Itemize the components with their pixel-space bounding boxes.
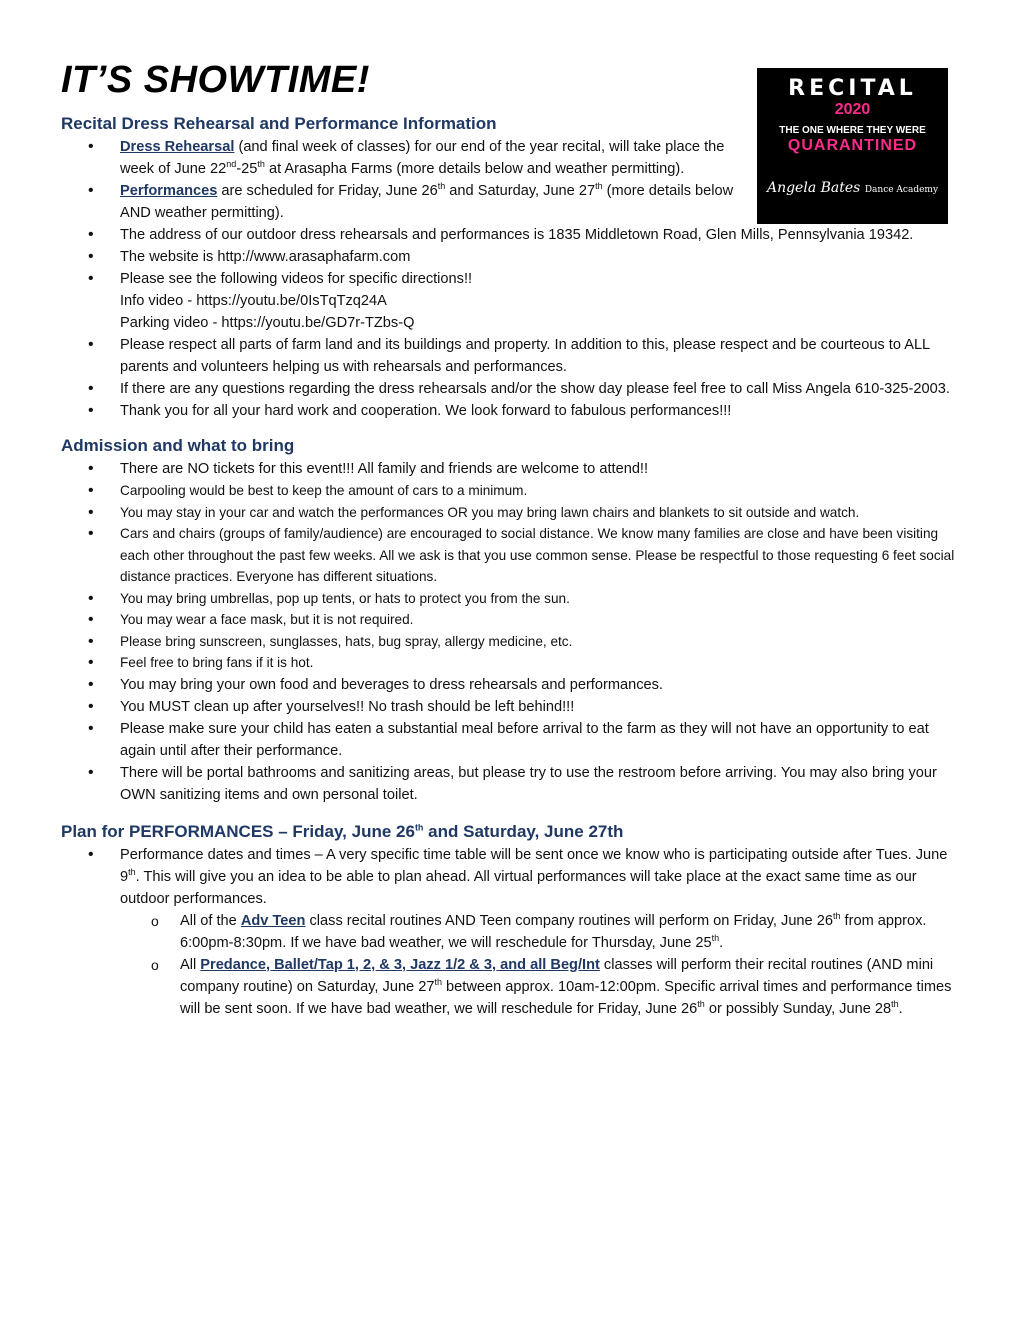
text: and Saturday, June 27: [445, 183, 596, 199]
sub-list-item: [120, 910, 961, 954]
text: -25: [236, 161, 258, 177]
list-item: • The website is http://www.arasaphafarm.com: [61, 246, 961, 268]
sub-list-item: [120, 954, 961, 1020]
info-video-link[interactable]: Info video - https://youtu.be/0IsTqTzq24A: [120, 293, 387, 309]
sup: th: [414, 821, 424, 832]
sup: th: [595, 181, 603, 192]
page-title: IT’S SHOWTIME!: [61, 59, 370, 101]
list-item: • You may bring your own food and beverages to dress rehearsals and performances.: [61, 674, 961, 696]
text: at Arasapha Farms (more details below and weather permitting).: [264, 161, 685, 177]
logo-dance-academy: Dance Academy: [864, 185, 939, 195]
sup: th: [437, 181, 446, 192]
list-item: [61, 180, 740, 224]
performances-link[interactable]: Performances: [120, 183, 218, 199]
section-heading: Recital Dress Rehearsal and Performance Information: [61, 114, 497, 133]
list-item: • Thank you for all your hard work and cooperation. We look forward to fabulous performances!!!: [61, 400, 961, 422]
sup: th: [891, 998, 899, 1009]
adv-teen-link[interactable]: Adv Teen: [240, 912, 306, 929]
list-item: • The address of our outdoor dress rehearsals and performances is 1835 Middletown Road, Glen Mills, Pennsylvania 19342.: [61, 224, 961, 246]
logo-year: 2020: [834, 101, 871, 118]
list-item: [61, 844, 961, 1020]
text: .: [719, 934, 724, 951]
sup: th: [434, 976, 442, 987]
text: classes will perform their recital routines (AND mini company routine) on Saturday, June 27: [180, 956, 934, 995]
list-item: • Feel free to bring fans if it is hot.: [61, 652, 961, 674]
list-item: • There are NO tickets for this event!!! All family and friends are welcome to attend!!: [61, 458, 961, 480]
section-performances-plan: [61, 820, 961, 1020]
text: or possibly Sunday, June 28: [704, 1000, 892, 1017]
text: are scheduled for Friday, June 26: [217, 183, 438, 199]
bullet-list: [61, 136, 961, 422]
logo-quarantined: QUARANTINED: [787, 137, 918, 154]
text: Performance dates and times – A very specific time table will be sent once we know who is participating outside after Tues. June 9: [120, 846, 948, 885]
text: from approx. 6:00pm-8:30pm. If we have bad weather, we will reschedule for Thursday, June 25: [180, 912, 927, 951]
heading-text: Plan for PERFORMANCES – Friday, June 26: [61, 821, 415, 841]
sup: nd: [226, 159, 237, 170]
section-admission: [61, 434, 961, 806]
text: class recital routines AND Teen company routines will perform on Friday, June 26: [305, 912, 833, 929]
text: .: [898, 1000, 903, 1017]
list-item: • Please make sure your child has eaten a substantial meal before arrival to the farm as they will not have an opportunity to eat again until after their performance.: [61, 718, 961, 762]
text: All of the: [180, 912, 241, 929]
list-item: • If there are any questions regarding the dress rehearsals and/or the show day please feel free to call Miss Angela 610-325-2003.: [61, 378, 961, 400]
list-item: • Cars and chairs (groups of family/audience) are encouraged to social distance. We know many families are close and have been visiting each other throughout the past few weeks. All we ask is that you use common sense. Please be respectful to those requesting 6 feet social distance practices. Everyone has different situations.: [61, 523, 961, 588]
text: . This will give you an idea to be able to plan ahead. All virtual performances will take place at the exact same time as our outdoor performances.: [120, 868, 917, 907]
document-page: [61, 58, 961, 1020]
logo-tagline: THE ONE WHERE THEY WERE: [779, 125, 926, 136]
section-heading: Admission and what to bring: [61, 436, 295, 455]
list-item: • There will be portal bathrooms and sanitizing areas, but please try to use the restroom before arriving. You may also bring your OWN sanitizing items and own personal toilet.: [61, 762, 961, 806]
sup: th: [257, 159, 265, 170]
list-item: • You MUST clean up after yourselves!! No trash should be left behind!!!: [61, 696, 961, 718]
logo-name: Angela Bates: [766, 180, 861, 196]
section-rehearsal-info: [61, 112, 961, 422]
list-item: • You may stay in your car and watch the performances OR you may bring lawn chairs and blankets to sit outside and watch.: [61, 502, 961, 524]
list-item: • Please bring sunscreen, sunglasses, hats, bug spray, allergy medicine, etc.: [61, 631, 961, 653]
text: between approx. 10am-12:00pm. Specific arrival times and performance times will be sent soon. If we have bad weather, we will reschedule for Friday, June 26: [180, 978, 952, 1017]
sub-list: [120, 910, 961, 1020]
list-item: • You may bring umbrellas, pop up tents, or hats to protect you from the sun.: [61, 588, 961, 610]
sup: th: [128, 866, 136, 877]
dress-rehearsal-link[interactable]: Dress Rehearsal: [120, 139, 235, 155]
section-heading: [61, 820, 961, 844]
text: (more details below AND weather permitting).: [120, 183, 734, 221]
list-item: [61, 268, 961, 334]
parking-video-link[interactable]: Parking video - https://youtu.be/GD7r-TZbs-Q: [120, 315, 415, 331]
text: All: [180, 956, 201, 973]
list-item: • You may wear a face mask, but it is not required.: [61, 609, 961, 631]
bullet-list: [61, 458, 961, 806]
sup: th: [711, 932, 720, 943]
classes-link[interactable]: Predance, Ballet/Tap 1, 2, & 3, Jazz 1/2 & 3, and all Beg/Int: [200, 956, 600, 973]
list-item: [61, 136, 740, 180]
bullet-list: [61, 844, 961, 1020]
list-item: • Carpooling would be best to keep the amount of cars to a minimum.: [61, 480, 961, 502]
sup: th: [832, 910, 841, 921]
text: • Please see the following videos for specific directions!!: [120, 271, 473, 287]
logo-recital-text: RECITAL: [788, 76, 917, 101]
list-item: • Please respect all parts of farm land and its buildings and property. In addition to this, please respect and be courteous to ALL parents and volunteers helping us with rehearsals and performances.: [61, 334, 961, 378]
heading-text: and Saturday, June 27th: [423, 821, 624, 841]
text: (and final week of classes) for our end of the year recital, will take place the week of June 22: [120, 139, 725, 177]
sup: th: [697, 998, 705, 1009]
